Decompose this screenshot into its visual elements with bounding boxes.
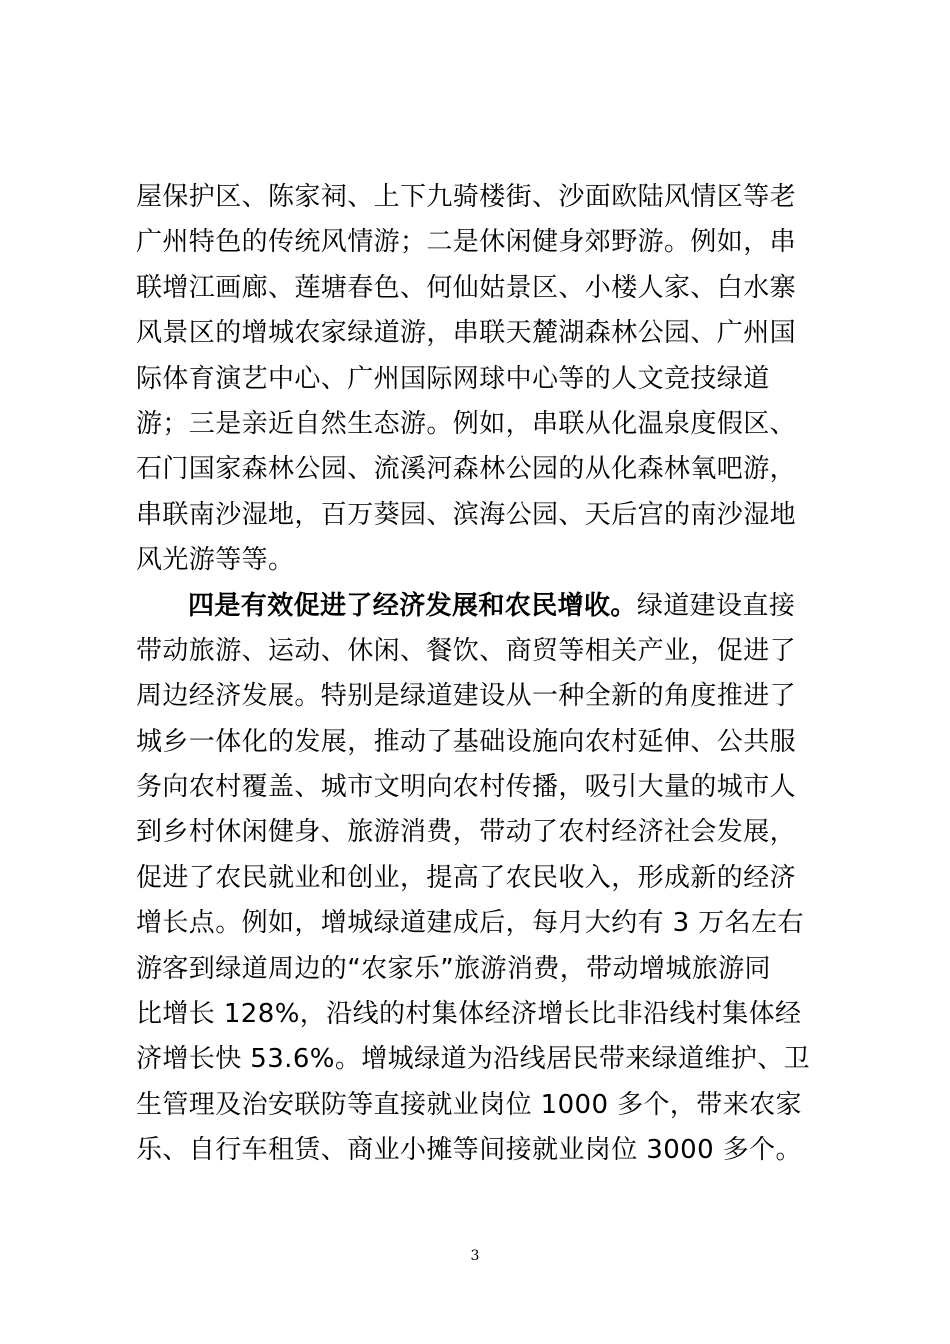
text-line: 周边经济发展。特别是绿道建设从一种全新的角度推进了 [136, 681, 797, 712]
text-line: 比增长 128%，沿线的村集体经济增长比非沿线村集体经 [136, 999, 802, 1030]
text-line: 带动旅游、运动、休闲、餐饮、商贸等相关产业，促进了 [136, 635, 797, 666]
text-line: 增长点。例如，增城绿道建成后，每月大约有 3 万名左右 [136, 908, 804, 939]
text-line: 游；三是亲近自然生态游。例如，串联从化温泉度假区、 [136, 408, 797, 439]
text-line: 游客到绿道周边的“农家乐”旅游消费，带动增城旅游同 [136, 953, 771, 984]
text-line: 到乡村休闲健身、旅游消费，带动了农村经济社会发展， [136, 817, 797, 848]
text-line: 乐、自行车租赁、商业小摊等间接就业岗位 3000 多个。 [136, 1135, 802, 1166]
paragraph-1 [136, 175, 816, 584]
text-line: 务向农村覆盖、城市文明向农村传播，吸引大量的城市人 [136, 772, 797, 803]
text-line: 串联南沙湿地，百万葵园、滨海公园、天后宫的南沙湿地 [136, 499, 797, 530]
section-heading: 四是有效促进了经济发展和农民增收。 [188, 590, 637, 621]
text-line: 生管理及治安联防等直接就业岗位 1000 多个，带来农家 [136, 1089, 802, 1120]
text-line: 促进了农民就业和创业，提高了农民收入，形成新的经济 [136, 862, 797, 893]
text-line: 石门国家森林公园、流溪河森林公园的从化森林氧吧游， [136, 454, 797, 485]
document-body [136, 175, 816, 1174]
text-line: 风景区的增城农家绿道游，串联天麓湖森林公园、广州国 [136, 318, 797, 349]
text-line: 广州特色的传统风情游；二是休闲健身郊野游。例如，串 [136, 227, 797, 258]
text-line: 城乡一体化的发展，推动了基础设施向农村延伸、公共服 [136, 726, 797, 757]
page-number: 3 [470, 1248, 480, 1264]
text-run: 绿道建设直接 [636, 590, 796, 621]
paragraph-2 [136, 584, 816, 1174]
text-line: 风光游等等。 [136, 545, 295, 576]
text-line: 联增江画廊、莲塘春色、何仙姑景区、小楼人家、白水寨 [136, 272, 797, 303]
text-line: 际体育演艺中心、广州国际网球中心等的人文竞技绿道 [136, 363, 770, 394]
text-line: 屋保护区、陈家祠、上下九骑楼街、沙面欧陆风情区等老 [136, 182, 797, 212]
paragraph-first-line [136, 584, 816, 629]
text-line: 济增长快 53.6%。增城绿道为沿线居民带来绿道维护、卫 [136, 1044, 811, 1075]
